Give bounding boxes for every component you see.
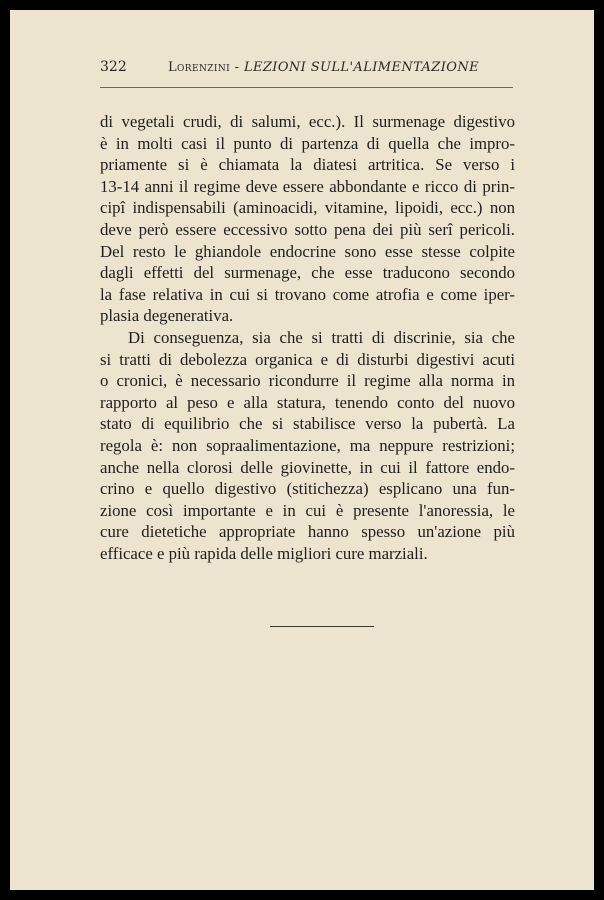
page-number: 322: [100, 59, 127, 75]
book-page: [10, 10, 594, 890]
text-line: cipî indispensabili (aminoacidi, vitamine, lipoidi, ecc.) non: [100, 198, 515, 218]
text-line: rapporto al peso e alla statura, tenendo conto del nuovo: [100, 392, 515, 412]
text-line: la fase relativa in cui si trovano come atrofia e come iper-: [100, 284, 515, 304]
author-name: Lorenzini: [168, 60, 231, 75]
text-line: regola è: non sopraalimentazione, ma neppure restrizioni;: [100, 435, 515, 455]
paragraph-2: [100, 327, 515, 565]
text-line: cure dietetiche appropriate hanno spesso un'azione più: [100, 522, 515, 542]
book-title: LEZIONI SULL'ALIMENTAZIONE: [243, 60, 479, 75]
text-line: Del resto le ghiandole endocrine sono esse stesse colpite: [100, 241, 515, 261]
text-line: zione così importante e in cui è presente l'anoressia, le: [100, 500, 515, 520]
text-line: dagli effetti del surmenage, che esse traducono secondo: [100, 263, 515, 283]
text-line: efficace e più rapida delle migliori cure marziali.: [100, 543, 428, 563]
text-line: o cronici, è necessario ricondurre il regime alla norma in: [100, 371, 515, 391]
text-line: Di conseguenza, sia che si tratti di discrinie, sia che: [128, 327, 515, 347]
paragraph-1: [100, 111, 515, 327]
text-line: priamente si è chiamata la diatesi artritica. Se verso i: [100, 155, 515, 175]
text-line: è in molti casi il punto di partenza di quella che impro-: [100, 133, 515, 153]
body-text: [100, 111, 515, 564]
running-title: [168, 60, 479, 75]
section-end-rule: [270, 626, 374, 627]
text-line: si tratti di debolezza organica e di disturbi digestivi acuti: [100, 349, 515, 369]
text-line: deve però essere eccessivo sotto pena dei più serî pericoli.: [100, 219, 515, 239]
text-line: crino e quello digestivo (stitichezza) esplicano una fun-: [100, 479, 515, 499]
text-line: anche nella clorosi delle giovinette, in cui il fattore endo-: [100, 457, 515, 477]
text-line: plasia degenerativa.: [100, 306, 234, 326]
text-line: 13-14 anni il regime deve essere abbondante e ricco di prin-: [100, 176, 515, 196]
title-separator: -: [230, 60, 244, 75]
running-header: [100, 53, 513, 88]
text-line: di vegetali crudi, di salumi, ecc.). Il surmenage digestivo: [100, 112, 515, 131]
text-line: stato di equilibrio che si stabilisce verso la pubertà. La: [100, 414, 515, 434]
